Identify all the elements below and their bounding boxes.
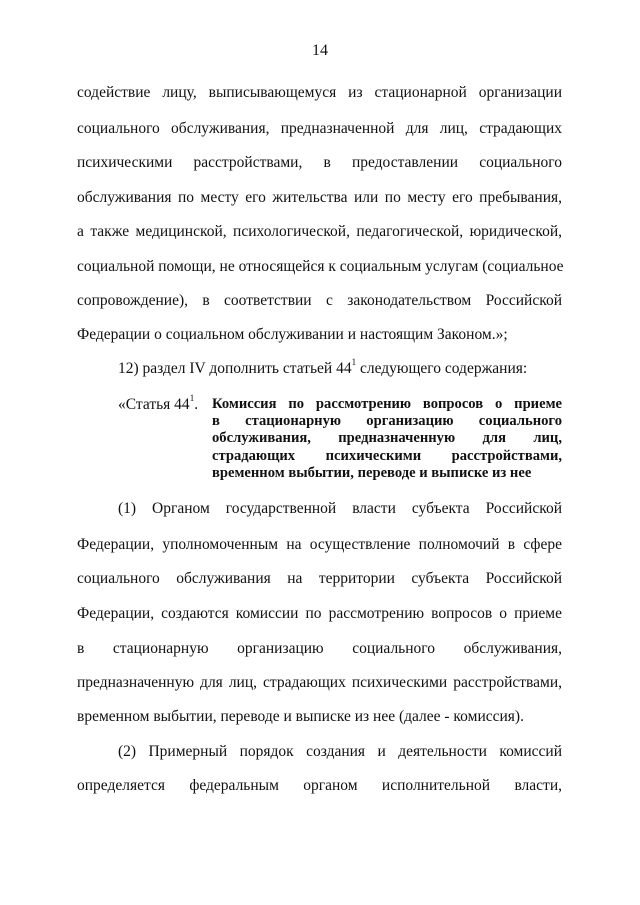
body-text-line: Федерации о социальном обслуживании и настоящим Законом.»; [77, 326, 508, 343]
article-title [212, 396, 562, 482]
body-text-line: психическими расстройствами, в предоставлении социального [77, 154, 562, 171]
article-label-prefix: «Статья 44 [118, 396, 190, 413]
section-1-line: социального обслуживания на территории субъекта Российской [77, 570, 562, 587]
article-label [118, 393, 199, 414]
body-text-line: содействие лицу, выписывающемуся из стационарной организации [77, 84, 562, 101]
article-label-suffix: . [194, 396, 199, 413]
body-text-line: обслуживания по месту его жительства или по месту его пребывания, [77, 189, 562, 206]
page-number: 14 [312, 42, 328, 59]
body-text-line: социального обслуживания, предназначенной для лиц, страдающих [77, 120, 562, 137]
amendment-text-end: следующего содержания: [356, 360, 528, 377]
article-title-line: в стационарную организацию социального [212, 413, 562, 430]
amendment-superscript: 1 [351, 357, 357, 367]
article-title-line: обслуживания, предназначенную для лиц, [212, 430, 562, 447]
amendment-text: 12) раздел IV дополнить статьей 44 [118, 360, 352, 377]
article-title-line: страдающих психическими расстройствами, [212, 447, 562, 464]
section-1-line: временном выбытии, переводе и выписке из нее (далее - комиссия). [77, 708, 524, 725]
article-title-line: временном выбытии, переводе и выписке из нее [212, 464, 532, 481]
body-text-line: социальной помощи, не относящейся к социальным услугам (социальное [77, 258, 564, 275]
section-2-line: (2) Примерный порядок создания и деятельности комиссий [118, 743, 562, 760]
article-label-superscript: 1 [189, 393, 195, 403]
section-1-line: (1) Органом государственной власти субъекта Российской [118, 500, 562, 517]
section-1-line: в стационарную организацию социального обслуживания, [77, 640, 562, 657]
section-1-line: Федерации, уполномоченным на осуществление полномочий в сфере [77, 536, 562, 553]
section-2-line: определяется федеральным органом исполнительной власти, [77, 777, 562, 794]
amendment-item [118, 357, 562, 378]
article-title-line: Комиссия по рассмотрению вопросов о приеме [212, 396, 562, 412]
section-1-line: Федерации, создаются комиссии по рассмотрению вопросов о приеме [77, 605, 562, 622]
body-text-line: сопровождение), в соответствии с законодательством Российской [77, 292, 562, 309]
section-1-line: предназначенную для лиц, страдающих психическими расстройствами, [77, 674, 562, 691]
body-text-line: а также медицинской, психологической, педагогической, юридической, [77, 223, 562, 240]
